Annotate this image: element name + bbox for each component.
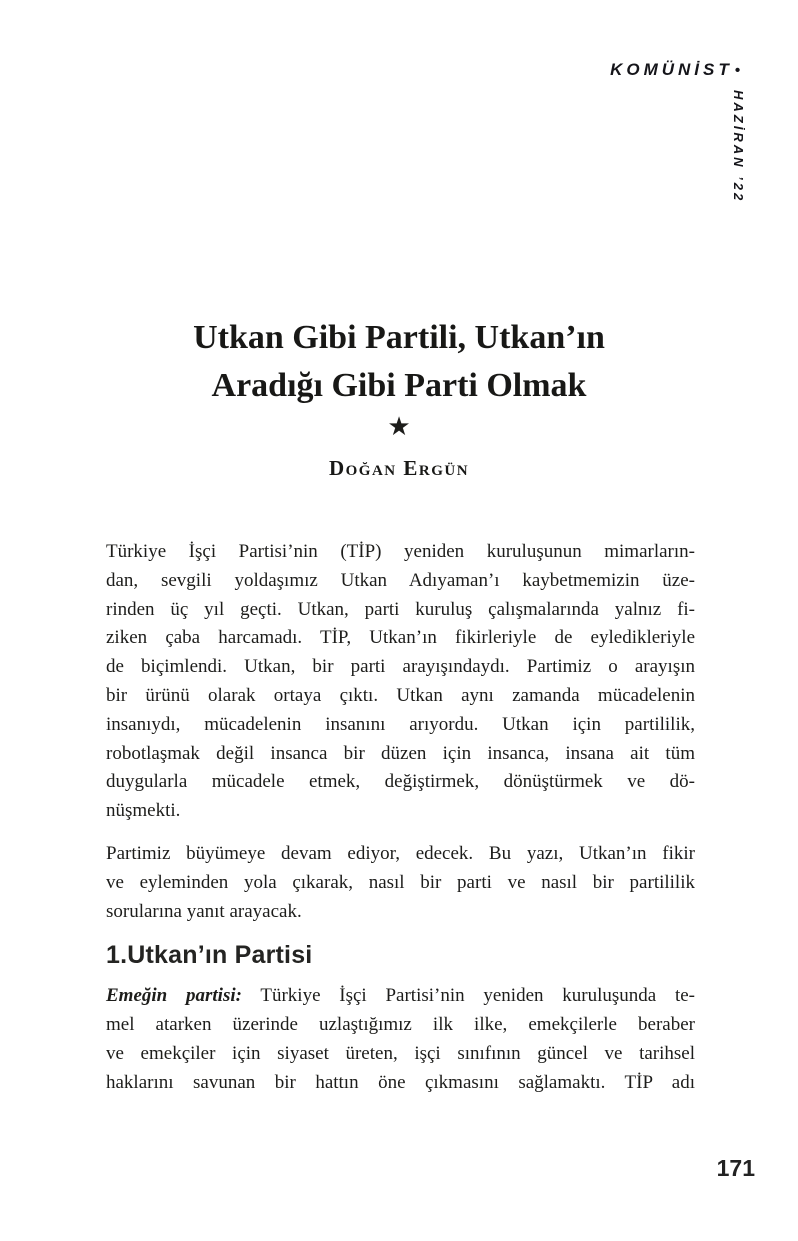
- paragraph-lead: Emeğin partisi:: [106, 985, 242, 1007]
- star-icon: ★: [387, 412, 411, 441]
- body-line: ziken çaba harcamadı. TİP, Utkan’ın fikirleriyle de eyledikleriyle: [106, 627, 695, 649]
- body-line: robotlaşmak değil insanca bir düzen için insanca, insana ait tüm: [106, 742, 695, 764]
- masthead-bullet-icon: •: [734, 62, 740, 79]
- body-line: nüşmekti.: [106, 800, 181, 822]
- author-name: Doğan Ergün: [328, 456, 470, 480]
- body-line: duygularla mücadele etmek, değiştirmek, dönüştürmek ve dö-: [106, 771, 695, 793]
- magazine-title: KOMÜNİST: [610, 60, 733, 79]
- body-line: ve eyleminden yola çıkarak, nasıl bir parti ve nasıl bir partililik: [106, 871, 695, 893]
- page-number: 171: [716, 1155, 755, 1181]
- body-line: dan, sevgili yoldaşımız Utkan Adıyaman’ı kaybetmemizin üze-: [106, 569, 695, 591]
- body-line: insanıydı, mücadelenin insanını arıyordu. Utkan için partililik,: [106, 713, 695, 735]
- body-line: rinden üç yıl geçti. Utkan, parti kuruluş çalışmalarında yalnız fi-: [106, 598, 695, 620]
- body-line: de biçimlendi. Utkan, bir parti arayışındaydı. Partimiz o arayışın: [106, 656, 695, 678]
- article-body: [106, 538, 695, 1112]
- body-line: ve emekçiler için siyaset üreten, işçi sınıfının güncel ve tarihsel: [106, 1042, 695, 1064]
- body-line: Emeğin partisi: Türkiye İşçi Partisi’nin yeniden kuruluşunda te-: [106, 985, 696, 1007]
- article-title: [0, 314, 798, 410]
- section-heading: 1.Utkan’ın Partisi: [106, 941, 313, 970]
- masthead: [610, 60, 740, 80]
- body-line: sorularına yanıt arayacak.: [106, 900, 302, 922]
- body-line: bir ürünü olarak ortaya çıktı. Utkan aynı zamanda mücadelenin: [106, 684, 695, 706]
- body-line: haklarını savunan bir hattın öne çıkmasını sağlamaktı. TİP adı: [106, 1071, 695, 1093]
- body-line: Partimiz büyümeye devam ediyor, edecek. Bu yazı, Utkan’ın fikir: [106, 842, 695, 864]
- article-title-line1: Utkan Gibi Partili, Utkan’ın: [193, 319, 605, 356]
- paragraph: [106, 982, 695, 1097]
- paragraph: [106, 538, 695, 826]
- paragraph: [106, 840, 695, 926]
- body-line: mel atarken üzerinde uzlaştığımız ilk ilke, emekçilerle beraber: [106, 1014, 695, 1036]
- article-title-line2: Aradığı Gibi Parti Olmak: [211, 367, 587, 404]
- body-line: Türkiye İşçi Partisi’nin (TİP) yeniden kuruluşunun mimarların-: [106, 541, 695, 562]
- issue-date: HAZİRAN ’22: [731, 90, 746, 204]
